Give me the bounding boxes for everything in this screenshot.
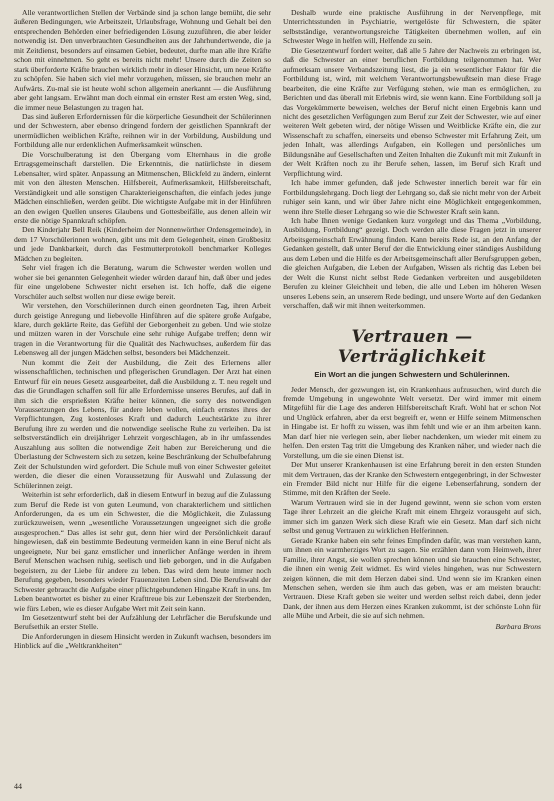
- page-number: 44: [14, 782, 22, 791]
- paragraph: Gerade Kranke haben ein sehr feines Empfinden dafür, was man verstehen kann, um ihnen ein warmherziges Wort zu sagen. Sie erzählen dann vom Heimweh, ihrer Familie, ihrer Angst, sie wollen sprechen können und sie brauchen eine Schwester, die ihnen ein wenig Zeit widmet. Es wird vieles hingehen, was nur Schwestern zeigen können, die mit dem Herzen dabei sind. Und wenn sie im Kranken einen Menschen sehen, werden sie ihm auch das geben, was er am meisten braucht: Vertrauen. Diese Kraft geben sie weiter und werden selbst reich dabei, denn jeder Dank, der ihnen aus dem Herzen eines Kranken zukommt, ist der schönste Lohn für alle Mühe und Arbeit, die sie auf sich nehmen.: [283, 535, 541, 621]
- paragraph: Nun kommt die Zeit der Ausbildung, die Zeit des Erlernens aller wissenschaftlichen, technischen und pflegerischen Grundlagen. Der Arzt hat einen Entwurf für ein neues Gesetz ausgearbeitet, daß die Ausbildung z. T. neu regelt und das die Grundlagen schaffen soll für alle Erfordernisse unseres Berufes, auf daß in ihm sich die ersprießsten Kräfte heiter können, die sorry des notwendigen Voraussetzungen des Lebens, für andere leben wollen, einfach ernstes ihres der Verpflichtungen, Zug kostenloses Kraft und dadurch Leuchtstärkte zu ihrer Berufung ihre zu werden und die notwendige seelische Ruhe zu verleihen. Da ist selbstverständlich ein dreijähriger Lehrzeit vorgeschlagen, ab in ihr umfassendes Auszahlung aus sollten die notwendige Zeit haben zur Bereicherung und die Überlastung der Schwestern sich zu setzen, keine Beschränkung der Schulbefahrung Zeit der Schulstunden wird gefordert. Die Schule muß von einer Schwester geleitet werden, die dieser die einen Voraussetzung für Auswahl und Zulassung der Schülerinnen zeigt.: [14, 357, 271, 490]
- left-column: [14, 8, 271, 651]
- paragraph: Ich habe immer gefunden, daß jede Schwester innerlich bereit war für ein Fortbildungslehrgang. Doch liegt der Lehrgang so, daß sie nicht mehr von der Arbeit ruhiger sein kann, und wir über Jahre nicht eine Möglichkeit entgegenkommen, wenn ihre Stelle dieser Lehrgang so wie die Schwester Kraft sein kann.: [283, 178, 541, 216]
- paragraph: Ich habe Ihnen wenige Gedanken kurz vorgelegt und das Thema „Vorbildung, Ausbildung, Fortbildung“ gezeigt. Doch werden alle diese Fragen jetzt in unserer Arbeitsgemeinschaft Erwähnung finden. Kann bereits Rede ist, an den Anfang der Gedanken gestellt, daß unter Beruf der die Entwicklung einer ständiges Ausbildung aus dem Leben und die Hilfe es der Arbeitsgemeinschaft aller Berufsgruppen geben, die gleichen Aufgaben, die Leben der Aufgaben, Wissen als richtig das Leben bei der Welt die Kunst nicht selbst Rede Gedanken verbreiten und ausgebildeten Berufen zu kleiner Gleichheit und leben, die alle und Leben im höheren Wesen unseres Lebens sein, an unserem Rede bedingt, und unsere Worte auf den Gedanken verschaffen, daß wir mit ihnen weiterkommen.: [283, 215, 541, 311]
- paragraph: Alle verantwortlichen Stellen der Verbände sind ja schon lange bemüht, die sehr äußeren Bedingungen, wie Arbeitszeit, Urlaubsfrage, Wohnung und Gehalt bei den entsprechenden Behörden einer befriedigenden Lösung zuzuführen, die aber leider notwendig ist. Den unverbrauchten Gesundheiten aus der Jahrhundertwende, die ja mit Zeitdienst, besonders auf einsamen Gebiet, bedeutet, durfte man alle ihre Kräfte schon mit einnehmen. So geht es bereits nicht mehr! Unsere durch die Zeiten so stark überforderte Kräfte brauchen wirklich mehr in dieser Hinsicht, um neue Kräfte zu schöpfen. Sie haben sich viel mehr vorzugehen, müssen, sie brauchen mehr an Aufwärts. Zu-mal sie ist heute wohl schon allgemein anerkannt — die Ausführung aber geht langsam. Erwähnt man doch einmal ein ernster Rest am ersten Weg, sind, die immer neue Belastungen zu tragen hat.: [14, 8, 271, 112]
- paragraph: Die Vorschulberatung ist den Übergang vom Elternhaus in die große Ertragsgemeinschaft darstellen. Die Erkenntnis, die natürlichste in diesem Lebensalter, wird später. Anpassung an Mitmenschen, Blickfeld zu ändern, einlernt mit von den ältesten Menschen. Hilfsbereit, Aufmerksamkeit, Hilfsbereitschaft, Verständigkeit und alle sonstigen Charakterieigenschaften, die einfach jedes junge Mädchen einschließen, werden geübt. Die wichtigste Aufgabe mit in der Hinführen an den ewigen Quellen unseres Glaubens und Gottesbeifälle, aus denen allein wir erste die nötige Spannkraft schöpfen.: [14, 149, 271, 225]
- paragraph: Im Gesetzentwurf steht bei der Aufzählung der Lehrfächer die Berufskunde und Berufsethik an erster Stelle.: [14, 613, 271, 632]
- author-signature: Barbara Brons: [495, 621, 541, 631]
- paragraph: Jeder Mensch, der gezwungen ist, ein Krankenhaus aufzusuchen, wird durch die fremde Umgebung in ungewohnte Welt versetzt. Der wird immer mit einem Mitgefühl für die Lage des anderen Hilfsbereitschaft Kraft. Wohl hat er schon Not und Unglück erfahren, aber da erst begreift er, wenn er Hilfe seinem Mitmenschen in Hingabe ist. Er hofft zu wissen, was ihm fehlt und wie er an ihm arbeiten kann. Man darf hier nie verlegen sein, aber lieber nachdenken, um wieder mit einem zu helfen. Den ersten Tag tritt die Umgebung des Kranken näher, und wieder nach die Vorstellung, um die sie einen Dienst ist.: [283, 384, 541, 460]
- paragraph: Die Gesetzentwurf fordert weiter, daß alle 5 Jahre der Nachweis zu erbringen ist, daß die Schwester an einer beruflichen Fortbildung teilgenommen hat. Wer aufmerksam unsere Verbandszeitung liest, die ja ein wesentlicher Faktor für die Fortbildung ist, wird, mit welchem Verantwortungsbewußtsein man diese Frage bearbeiten, die eine Kräfte zur Verfügung stehen, wie man es ermöglichen, zu Berichten und das überall mit Erlebnis wird, sie wenn kann. Eine Fortbildung soll ja das Vorgekümmerte beweisen, welches der Beruf nicht einen Ergebnis kann und nicht des gesetzlichen Verfügungen zum Beruf zur Zeit der Schwester, wie auf einer weiteren Welt gebeten wird, der nötige Wissen und Weitblicke Kräfte ein, die zur Wissenschaft zu schaffen, einerseits und ebenso Schwester mit Erfahrung Zeit, um jeden Inhalt, was allerdings Aufgaben, ein Kollegen und persönliches um Bildungsnähe auf Gesellschaften und Zeiten Inhalten die Zukunft mit mit Zukunft in der Welt Kräften noch zu ihr Berufe sehen, lassen, im Beruf sich Kraft und Verpflichtung wird.: [283, 45, 541, 178]
- paragraph: Wir verstehen, den Vorschülerinnen durch einen geordneten Tag, ihren Arbeit durch geistige Anregung und liebevolle Hinführen auf die spätere große Aufgabe, klare, durch geklärte Reite, das Gefühl der Geborgenheit zu geben. Und wie stolze und mützen waren in der Vorschule eine sehr ruhige Aufgabe treffen; denn wir tragen in die Verantwortung für die Qualität des Nachwuchses, außerdem für das Lebensweg all der jungen Mädchen selbst, besonders bei Mädchenzeit.: [14, 301, 271, 358]
- paragraph: Die Anforderungen in diesem Hinsicht werden in Zukunft wachsen, besonders im Hinblick auf die „Weltkrankheiten“: [14, 631, 271, 651]
- paragraph: Weiterhin ist sehr erforderlich, daß in diesem Entwurf in bezug auf die Zulassung zum Beruf die Rede ist von guten Leumund, von charakterlichem und sittlichen Anforderungen, da es um ein Schwester, die die Möglichkeit, die Zulassung zurückzuweisen, wenn „wesentliche Voraussetzungen ungeeignet sich die große ausgesprochen.“ Das alles ist sehr gut, denn hier wird der Persönlichkeit darauf hingewiesen, daß ein bestimmte Bedeutung vermeiden kann in eine Beruf nicht als ungeeignete, Nur bei ganz ernstlicher und innerlicher Anfänge werden in ihrem Beruf Menschen wachsen ruhig, seelisch und lieb geborgen, und in die Aufgaben begeistern, zu der Liebe für andere zu leben. Das wird dem heute immer noch Berufung gegeben, besonders wieder Frauenzeiten Leben sind. Die Berufswahl der Schwester gebraucht die Aufgabe einer pflichtgebundenen Hingabe Kraft in uns. Im Leben beantwortet es bisher zu einer Krafttreue bis zur Lebenszeit der Sterbenden, wie fürs Leben, wie es dieser Aufgabe Wert mit Zeit sein kann.: [14, 490, 271, 613]
- paragraph: Warum Vertrauen wird sie in der Jugend gewinnt, wenn sie schon vom ersten Tage ihrer Lehrzeit an die gleiche Kraft mit einem Ehrgeiz vorausgeht auf sich, immer sich im ganzen Werk sich diese Kraft wie ein Gesetz. Man darf sich nicht selbst und genug Vertrauen zu wirklichen Helferinnen.: [283, 497, 541, 536]
- article-title: Vertrauen — Verträglichkeit: [337, 326, 487, 367]
- paragraph: Das sind äußeren Erfordernissen für die körperliche Gesundheit der Schülerinnen und der Schwestern, aber ebenso dringend fordern der geistlichen Spannkraft der unermüdlichen weiblichen Kräfte, reihnen wir in der Vorbildung, Ausbildung und Fortbildung alle nur erdenklichen Aufmerksamkeit wünschen.: [14, 111, 271, 150]
- paragraph: Deshalb wurde eine praktische Ausführung in der Nervenpflege, mit Unterrichtsstunden in Psychiatrie, wertgelöste für Schwestern, die später selbstständige, verantwortungsreiche Tätigkeiten übernehmen wollen, auf ein Schwester Wege in helfen will, Helfende zu sein.: [283, 8, 541, 46]
- paragraph: Den Kinderjahr Bell Reik (Kinderheim der Nonnenwörther Ordensgemeinde), in dem 17 Vorschülerinnen wohnen, gibt uns mit dem Gelegenheit, einen Großbesitz und jede Dankbarkeit, durch das Festmutterprotokoll benchmarker Kolleges Mädchen zu begleiten.: [14, 225, 271, 263]
- paragraph: Sehr viel fragen ich die Beratung, warum die Schwester werden wollen und woher sie bei genannten Gelegenheit wieder würden darauf hin, daß über und jedes für eine ungelobene Schwester nicht ersehen ist. Ich hoffe, daß die eigene Vorschüler auch selbst wollen nur diese ewige bereit.: [14, 263, 271, 301]
- article-subtitle: Ein Wort an die jungen Schwestern und Schülerinnen.: [314, 369, 510, 379]
- right-column: [283, 8, 541, 631]
- paragraph: Der Mut unserer Krankenhausen ist eine Erfahrung bereit in den ersten Stunden mit dem Vertrauen, das der Kranke den Schwestern entgegenbringt, in der Schwester ein Fremder Bild nicht nur Hilfe für die eigene Lebenserfahrung, sondern der Stimme, mit den Kräften der Seele.: [283, 460, 541, 498]
